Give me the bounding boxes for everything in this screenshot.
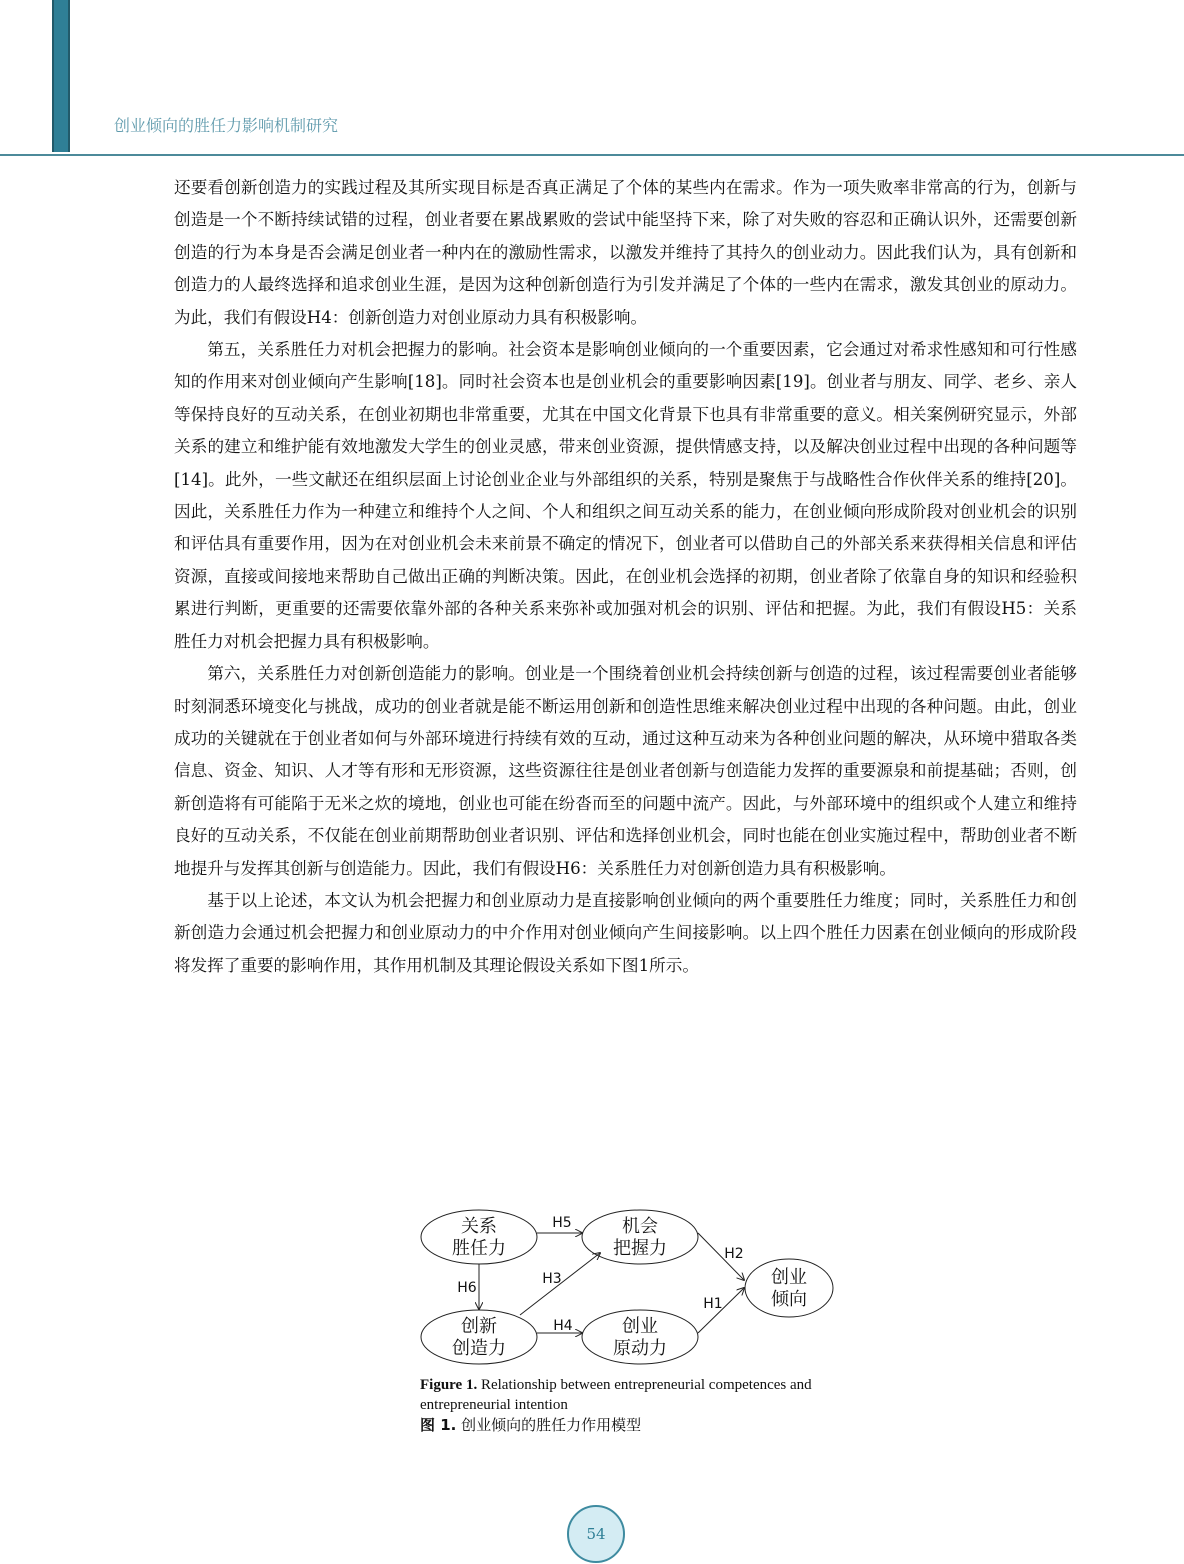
caption-label: 图 1. (420, 1416, 457, 1434)
paragraph: 还要看创新创造力的实践过程及其所实现目标是否真正满足了个体的某些内在需求。作为一项失败率非常高的行为，创新与创造是一个不断持续试错的过程，创业者要在累战累败的尝试中能坚持下来，除了对失败的容忍和正确认识外，还需要创新创造的行为本身是否会满足创业者一种内在的激励性需求，以激发并维持了其持久的创业动力。因此我们认为，具有创新和创造力的人最终选择和追求创业生涯，是因为这种创新创造行为引发并满足了个体的一些内在需求，激发其创业的原动力。为此，我们有假设H4：创新创造力对创业原动力具有积极影响。 (174, 178, 1077, 327)
node-label: 把握力 (613, 1238, 667, 1259)
edge-label: H2 (724, 1246, 744, 1262)
edge-label: H5 (552, 1215, 572, 1231)
paragraph: 第六，关系胜任力对创新创造能力的影响。创业是一个围绕着创业机会持续创新与创造的过程，该过程需要创业者能够时刻洞悉环境变化与挑战，成功的创业者就是能不断运用创新和创造性思维来解决创业过程中出现的各种问题。由此，创业成功的关键就在于创业者如何与外部环境进行持续有效的互动，通过这种互动来为各种创业问题的解决，从环境中猎取各类信息、资金、知识、人才等有形和无形资源，这些资源往往是创业者创新与创造能力发挥的重要源泉和前提基础；否则，创新创造将有可能陷于无米之炊的境地，创业也可能在纷沓而至的问题中流产。因此，与外部环境中的组织或个人建立和维持良好的互动关系，不仅能在创业前期帮助创业者识别、评估和选择创业机会，同时也能在创业实施过程中，帮助创业者不断地提升与发挥其创新与创造能力。因此，我们有假设H6：关系胜任力对创新创造力具有积极影响。 (174, 664, 1077, 878)
node-label: 创业 (771, 1267, 807, 1288)
node-label: 机会 (622, 1216, 658, 1237)
node-label: 创造力 (452, 1338, 506, 1359)
page-number: 54 (567, 1505, 625, 1563)
paragraph: 第五，关系胜任力对机会把握力的影响。社会资本是影响创业倾向的一个重要因素，它会通过对希求性感知和可行性感知的作用来对创业倾向产生影响[18]。同时社会资本也是创业机会的重要影响因素[19]。创业者与朋友、同学、老乡、亲人等保持良好的互动关系，在创业初期也非常重要，尤其在中国文化背景下也具有非常重要的意义。相关案例研究显示，外部关系的建立和维护能有效地激发大学生的创业灵感，带来创业资源，提供情感支持，以及解决创业过程中出现的各种问题等[14]。此外，一些文献还在组织层面上讨论创业企业与外部组织的关系，特别是聚焦于与战略性合作伙伴关系的维持[20]。因此，关系胜任力作为一种建立和维持个人之间、个人和组织之间互动关系的能力，在创业倾向形成阶段对创业机会的识别和评估具有重要作用，因为在对创业机会未来前景不确定的情况下，创业者可以借助自己的外部关系来获得相关信息和评估资源，直接或间接地来帮助自己做出正确的判断决策。因此，在创业机会选择的初期，创业者除了依靠自身的知识和经验积累进行判断，更重要的还需要依靠外部的各种关系来弥补或加强对机会的识别、评估和把握。为此，我们有假设H5：关系胜任力对机会把握力具有积极影响。 (174, 340, 1077, 651)
caption-text: Relationship between entrepreneurial competences and entrepreneurial intention (420, 1377, 812, 1413)
figure-1-diagram (410, 1195, 850, 1385)
figure-caption (420, 1375, 850, 1435)
edge-label: H4 (553, 1318, 573, 1334)
caption-zh (420, 1415, 850, 1435)
node-label: 关系 (461, 1216, 497, 1237)
node-label: 胜任力 (452, 1238, 506, 1259)
edge-label: H6 (457, 1280, 477, 1296)
header-accent-bar (52, 0, 70, 152)
running-title: 创业倾向的胜任力影响机制研究 (114, 116, 339, 135)
caption-label: Figure 1. (420, 1377, 478, 1393)
paragraph: 基于以上论述，本文认为机会把握力和创业原动力是直接影响创业倾向的两个重要胜任力维度；同时，关系胜任力和创新创造力会通过机会把握力和创业原动力的中介作用对创业倾向产生间接影响。以上四个胜任力因素在创业倾向的形成阶段将发挥了重要的影响作用，其作用机制及其理论假设关系如下图1所示。 (174, 890, 1077, 975)
edge-label: H1 (703, 1296, 723, 1312)
node-label: 原动力 (613, 1338, 667, 1359)
caption-en (420, 1375, 850, 1415)
node-label: 创业 (622, 1316, 658, 1337)
body-text (174, 172, 1077, 982)
node-label: 倾向 (771, 1289, 807, 1310)
header-rule (0, 154, 1184, 156)
caption-text: 创业倾向的胜任力作用模型 (456, 1416, 642, 1434)
node-label: 创新 (461, 1316, 497, 1337)
edge-label: H3 (542, 1271, 562, 1287)
